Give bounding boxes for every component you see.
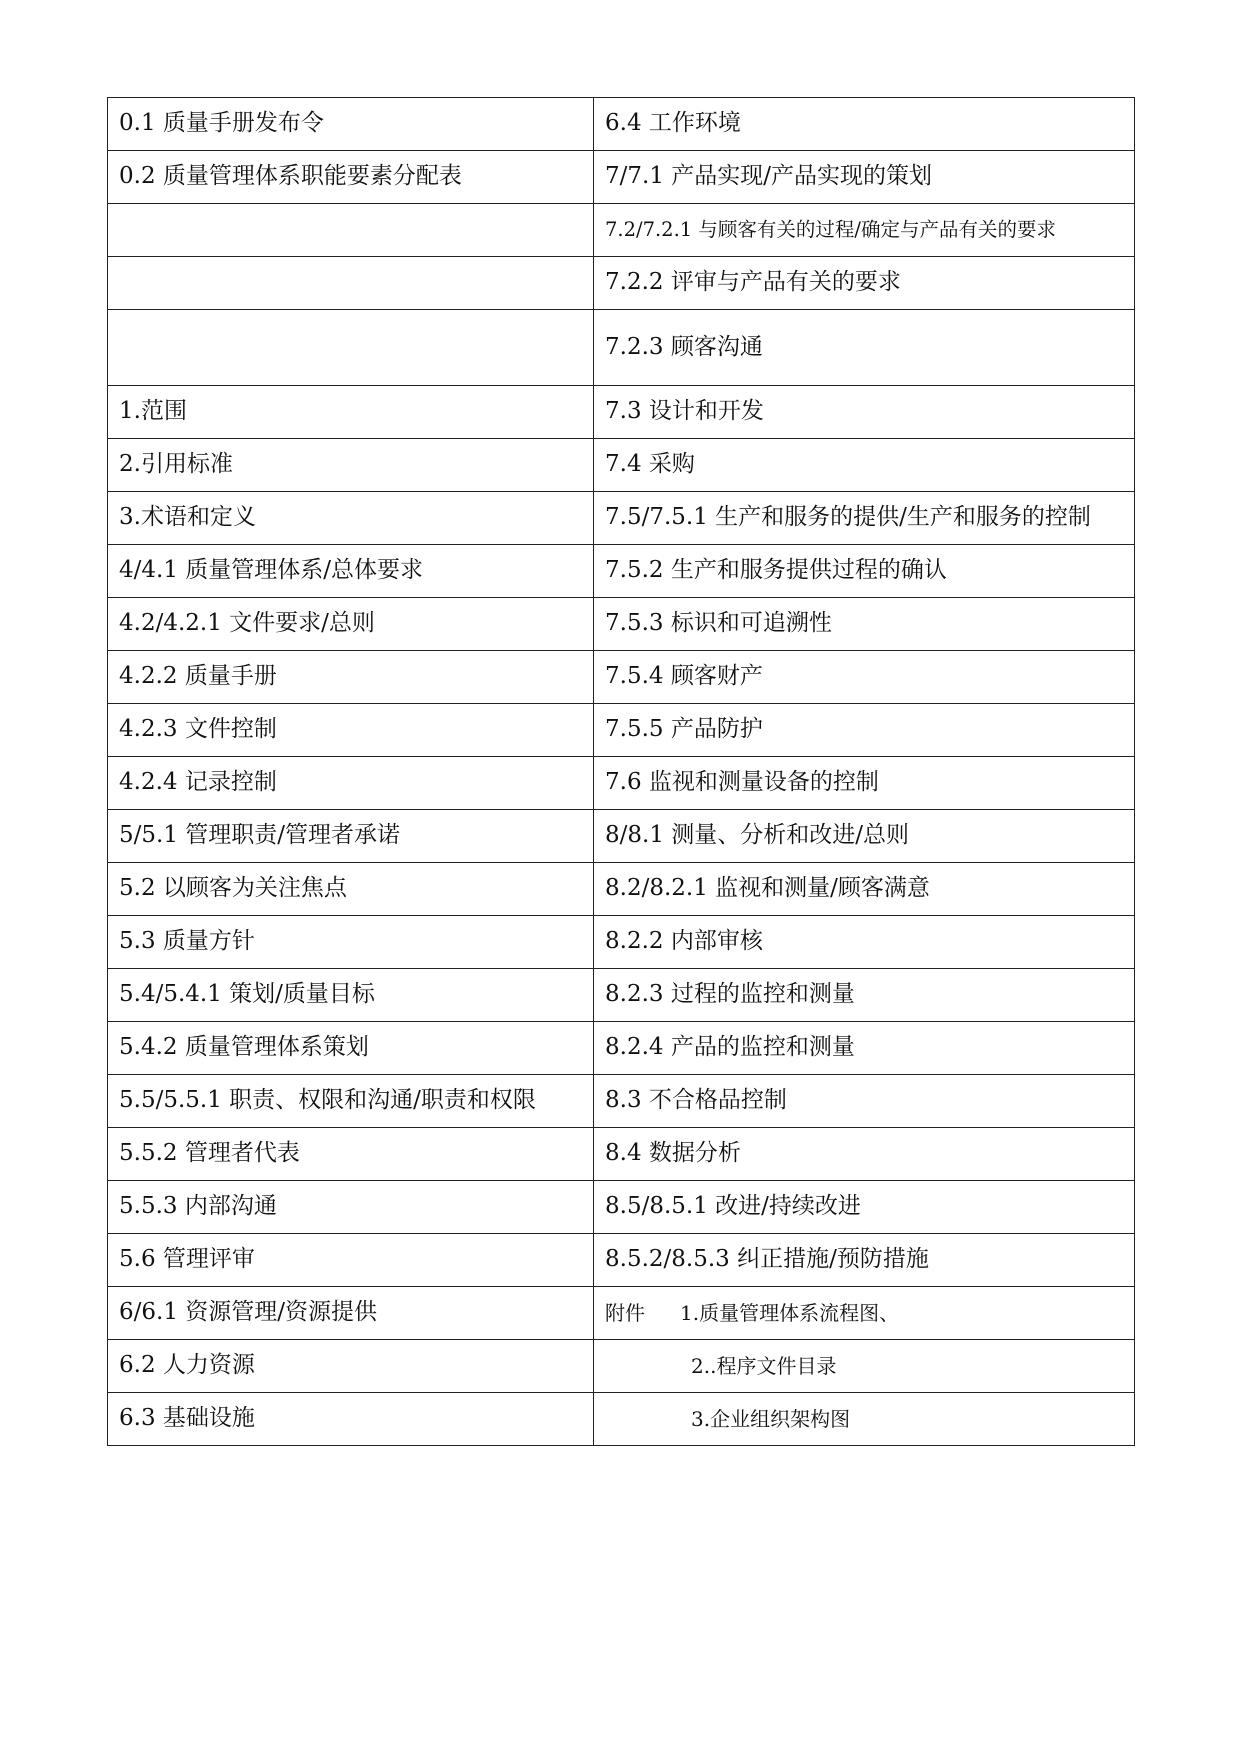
toc-entry: 1.范围 (108, 386, 594, 439)
toc-entry: 8/8.1 测量、分析和改进/总则 (594, 810, 1135, 863)
toc-entry: 4.2.3 文件控制 (108, 704, 594, 757)
toc-entry: 7.5.2 生产和服务提供过程的确认 (594, 545, 1135, 598)
toc-entry: 5/5.1 管理职责/管理者承诺 (108, 810, 594, 863)
attachment-item: 3.企业组织架构图 (594, 1393, 1135, 1446)
toc-entry: 8.5/8.5.1 改进/持续改进 (594, 1181, 1135, 1234)
toc-entry (108, 257, 594, 310)
toc-entry: 7.6 监视和测量设备的控制 (594, 757, 1135, 810)
toc-entry: 5.2 以顾客为关注焦点 (108, 863, 594, 916)
toc-entry: 4.2/4.2.1 文件要求/总则 (108, 598, 594, 651)
toc-entry: 7.3 设计和开发 (594, 386, 1135, 439)
table-row (108, 598, 1135, 651)
toc-entry: 7.5.3 标识和可追溯性 (594, 598, 1135, 651)
toc-entry (108, 310, 594, 386)
toc-entry: 7.2/7.2.1 与顾客有关的过程/确定与产品有关的要求 (594, 204, 1135, 257)
table-row (108, 757, 1135, 810)
table-row (108, 151, 1135, 204)
toc-entry: 8.2.2 内部审核 (594, 916, 1135, 969)
table-row (108, 1287, 1135, 1340)
toc-entry: 8.2.4 产品的监控和测量 (594, 1022, 1135, 1075)
toc-entry: 7.4 采购 (594, 439, 1135, 492)
toc-entry: 6.3 基础设施 (108, 1393, 594, 1446)
toc-entry: 7.2.3 顾客沟通 (594, 310, 1135, 386)
toc-entry: 7.5/7.5.1 生产和服务的提供/生产和服务的控制 (594, 492, 1135, 545)
table-row (108, 810, 1135, 863)
table-row (108, 386, 1135, 439)
table-row (108, 492, 1135, 545)
toc-entry: 5.4/5.4.1 策划/质量目标 (108, 969, 594, 1022)
table-row (108, 1181, 1135, 1234)
table-row (108, 1022, 1135, 1075)
table-row (108, 916, 1135, 969)
toc-entry: 5.5.3 内部沟通 (108, 1181, 594, 1234)
toc-entry: 5.5/5.5.1 职责、权限和沟通/职责和权限 (108, 1075, 594, 1128)
toc-entry: 2.引用标准 (108, 439, 594, 492)
toc-entry: 8.3 不合格品控制 (594, 1075, 1135, 1128)
toc-entry: 5.4.2 质量管理体系策划 (108, 1022, 594, 1075)
toc-entry: 4/4.1 质量管理体系/总体要求 (108, 545, 594, 598)
toc-entry: 8.4 数据分析 (594, 1128, 1135, 1181)
toc-entry: 6/6.1 资源管理/资源提供 (108, 1287, 594, 1340)
toc-entry: 5.5.2 管理者代表 (108, 1128, 594, 1181)
toc-entry: 6.4 工作环境 (594, 98, 1135, 151)
table-row (108, 651, 1135, 704)
toc-entry: 5.6 管理评审 (108, 1234, 594, 1287)
toc-entry (108, 204, 594, 257)
table-row (108, 439, 1135, 492)
toc-entry: 8.2.3 过程的监控和测量 (594, 969, 1135, 1022)
table-row (108, 1075, 1135, 1128)
toc-entry: 8.5.2/8.5.3 纠正措施/预防措施 (594, 1234, 1135, 1287)
table-row (108, 1340, 1135, 1393)
table-row (108, 1128, 1135, 1181)
table-row (108, 863, 1135, 916)
toc-entry: 7.2.2 评审与产品有关的要求 (594, 257, 1135, 310)
toc-entry: 5.3 质量方针 (108, 916, 594, 969)
table-row (108, 257, 1135, 310)
table-row (108, 204, 1135, 257)
table-row (108, 98, 1135, 151)
table-row (108, 1393, 1135, 1446)
table-row (108, 545, 1135, 598)
table-row (108, 310, 1135, 386)
toc-entry: 6.2 人力资源 (108, 1340, 594, 1393)
table-row (108, 1234, 1135, 1287)
toc-entry: 3.术语和定义 (108, 492, 594, 545)
contents-table (107, 97, 1135, 1446)
table-row (108, 704, 1135, 757)
toc-entry: 7.5.5 产品防护 (594, 704, 1135, 757)
toc-entry: 7/7.1 产品实现/产品实现的策划 (594, 151, 1135, 204)
toc-entry: 0.2 质量管理体系职能要素分配表 (108, 151, 594, 204)
attachment-label: 附件 (605, 1301, 645, 1325)
attachment-entry (594, 1287, 1135, 1340)
toc-entry: 0.1 质量手册发布令 (108, 98, 594, 151)
attachment-item: 1.质量管理体系流程图、 (680, 1301, 900, 1325)
toc-entry: 7.5.4 顾客财产 (594, 651, 1135, 704)
toc-entry: 4.2.4 记录控制 (108, 757, 594, 810)
attachment-item: 2..程序文件目录 (594, 1340, 1135, 1393)
toc-entry: 8.2/8.2.1 监视和测量/顾客满意 (594, 863, 1135, 916)
toc-entry: 4.2.2 质量手册 (108, 651, 594, 704)
table-row (108, 969, 1135, 1022)
